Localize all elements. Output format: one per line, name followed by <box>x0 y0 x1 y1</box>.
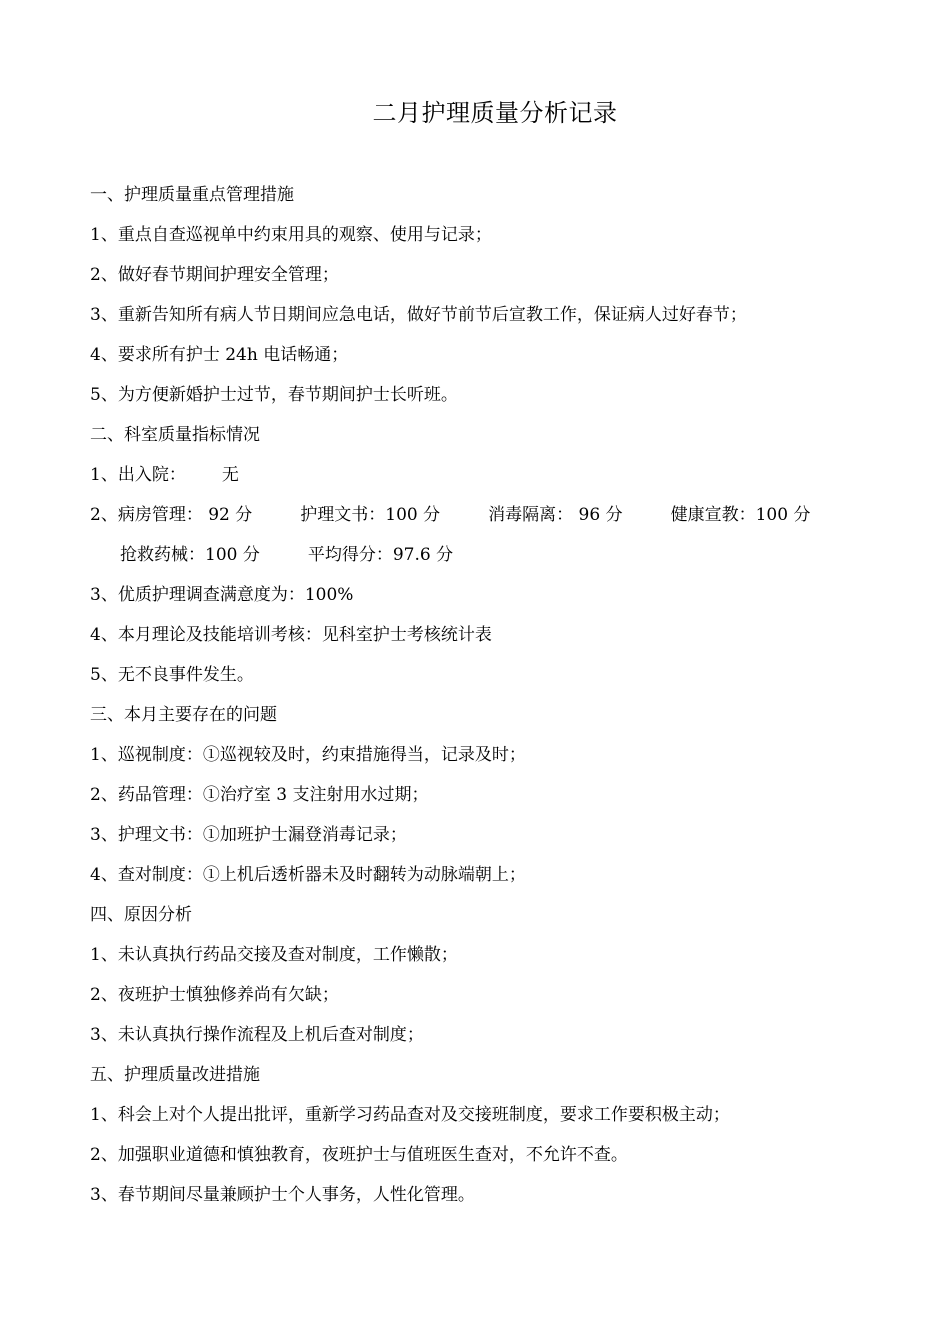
list-item: 2、夜班护士慎独修养尚有欠缺； <box>90 985 339 1005</box>
list-item: 3、重新告知所有病人节日期间应急电话，做好节前节后宣教工作，保证病人过好春节； <box>90 305 747 325</box>
list-item: 1、重点自查巡视单中约束用具的观察、使用与记录； <box>90 225 492 245</box>
list-item: 1、巡视制度：①巡视较及时，约束措施得当，记录及时； <box>90 745 526 765</box>
list-item: 2、药品管理：①治疗室 3 支注射用水过期； <box>90 785 429 805</box>
score-health-edu: 健康宣教：100 分 <box>670 505 811 525</box>
list-item: 3、护理文书：①加班护士漏登消毒记录； <box>90 825 407 845</box>
document-body <box>90 175 880 1215</box>
list-item: 4、本月理论及技能培训考核：见科室护士考核统计表 <box>90 625 492 645</box>
list-item: 2、做好春节期间护理安全管理； <box>90 265 339 285</box>
score-rescue-drugs: 抢救药械：100 分 <box>120 545 260 565</box>
list-item: 5、无不良事件发生。 <box>90 665 254 685</box>
list-item: 4、查对制度：①上机后透析器未及时翻转为动脉端朝上； <box>90 865 526 885</box>
list-item: 5、为方便新婚护士过节，春节期间护士长听班。 <box>90 385 458 405</box>
section-heading-4: 四、原因分析 <box>90 905 192 925</box>
section-heading-1: 一、护理质量重点管理措施 <box>90 185 294 205</box>
admission-discharge-label: 1、出入院： <box>90 465 186 485</box>
section-heading-5: 五、护理质量改进措施 <box>90 1065 260 1085</box>
list-item: 1、科会上对个人提出批评，重新学习药品查对及交接班制度，要求工作要积极主动； <box>90 1105 730 1125</box>
list-item: 3、优质护理调查满意度为：100% <box>90 585 354 605</box>
section-heading-3: 三、本月主要存在的问题 <box>90 705 277 725</box>
score-average: 平均得分：97.6 分 <box>307 545 454 565</box>
section-heading-2: 二、科室质量指标情况 <box>90 425 260 445</box>
list-item: 4、要求所有护士 24h 电话畅通； <box>90 345 349 365</box>
score-nursing-doc: 护理文书：100 分 <box>300 505 441 525</box>
score-ward: 病房管理： 92 分 <box>117 505 253 525</box>
list-item: 3、未认真执行操作流程及上机后查对制度； <box>90 1025 424 1045</box>
admission-discharge-row <box>90 455 880 495</box>
list-item: 3、春节期间尽量兼顾护士个人事务，人性化管理。 <box>90 1185 475 1205</box>
list-item: 1、未认真执行药品交接及查对制度，工作懒散； <box>90 945 458 965</box>
admission-discharge-value: 无 <box>221 465 239 485</box>
scores-row-2 <box>90 535 880 575</box>
score-disinfection: 消毒隔离： 96 分 <box>488 505 623 525</box>
scores-prefix: 2、 <box>90 505 118 525</box>
scores-row-1 <box>90 495 880 535</box>
page-title: 二月护理质量分析记录 <box>372 99 618 127</box>
list-item: 2、加强职业道德和慎独教育，夜班护士与值班医生查对，不允许不查。 <box>90 1145 628 1165</box>
